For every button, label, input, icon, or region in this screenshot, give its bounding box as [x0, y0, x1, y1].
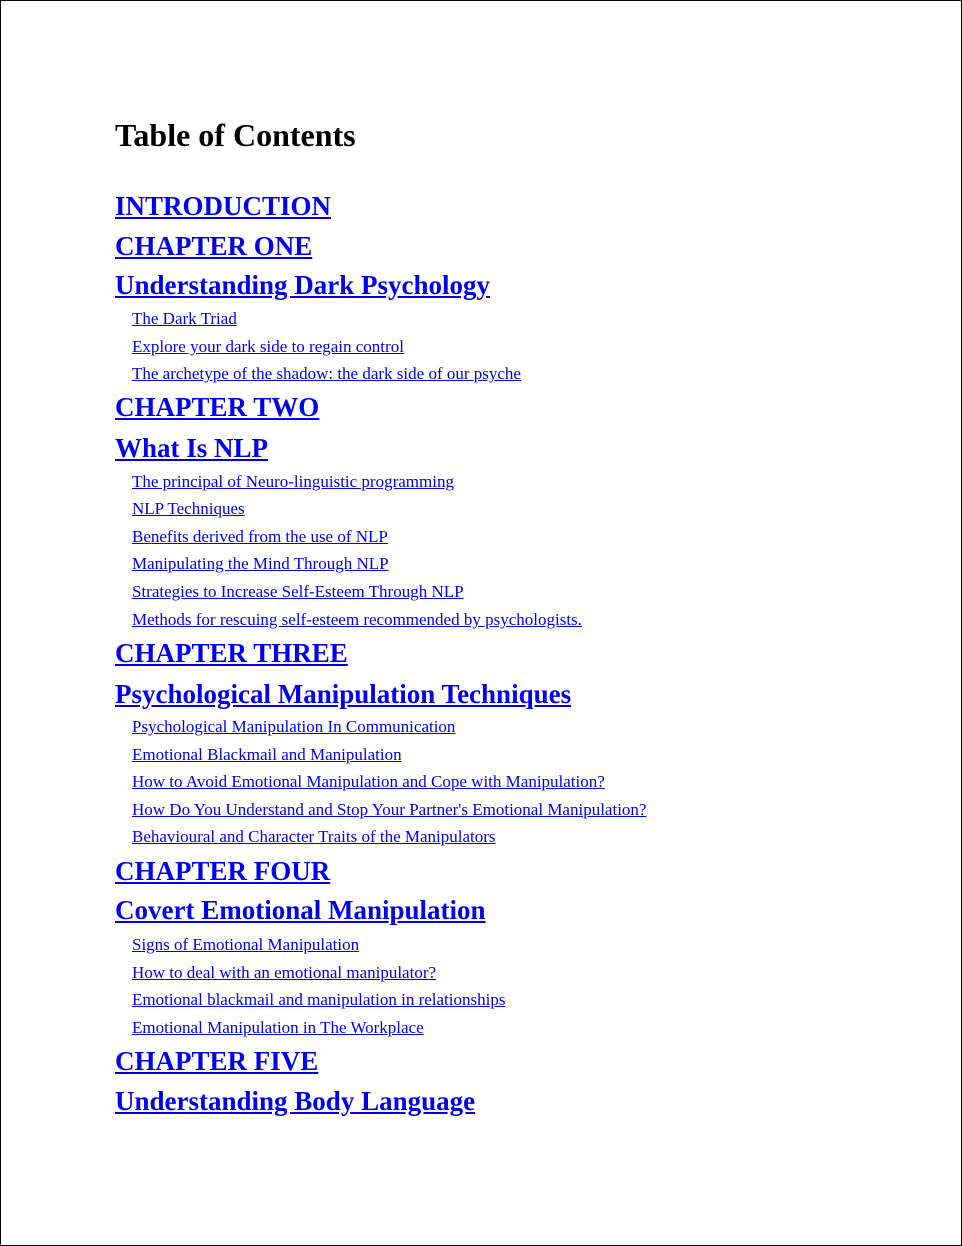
toc-entry-understanding-dark-psychology[interactable]: Understanding Dark Psychology [115, 270, 491, 300]
toc-entry-explore-your-dark-side[interactable]: Explore your dark side to regain control [132, 337, 404, 356]
toc-entry-principal-of-nlp[interactable]: The principal of Neuro-linguistic programming [132, 472, 454, 491]
toc-entry-chapter-one[interactable]: CHAPTER ONE [115, 231, 313, 261]
toc-entry-strategies-self-esteem[interactable]: Strategies to Increase Self-Esteem Through NLP [132, 582, 464, 601]
toc-entry-chapter-two[interactable]: CHAPTER TWO [115, 392, 320, 422]
toc-entry-methods-rescuing-self-esteem[interactable]: Methods for rescuing self-esteem recommended by psychologists. [132, 610, 582, 629]
toc-entry-what-is-nlp[interactable]: What Is NLP [115, 433, 269, 463]
toc-entry-nlp-techniques[interactable]: NLP Techniques [132, 499, 245, 518]
toc-entry-signs-of-manipulation[interactable]: Signs of Emotional Manipulation [132, 935, 360, 954]
toc-entry-chapter-four[interactable]: CHAPTER FOUR [115, 856, 331, 886]
toc-entry-partner-emotional-manipulation[interactable]: How Do You Understand and Stop Your Partner's Emotional Manipulation? [132, 800, 647, 819]
toc-title: Table of Contents [115, 117, 356, 153]
toc-entry-avoid-emotional-manipulation[interactable]: How to Avoid Emotional Manipulation and Cope with Manipulation? [132, 772, 605, 791]
toc-entry-benefits-of-nlp[interactable]: Benefits derived from the use of NLP [132, 527, 388, 546]
toc-entry-manipulation-in-communication[interactable]: Psychological Manipulation In Communication [132, 717, 456, 736]
toc-entry-covert-emotional-manipulation[interactable]: Covert Emotional Manipulation [115, 895, 486, 925]
toc-entry-deal-with-manipulator[interactable]: How to deal with an emotional manipulator? [132, 963, 437, 982]
toc-entry-chapter-five[interactable]: CHAPTER FIVE [115, 1046, 319, 1076]
toc-entry-emotional-blackmail[interactable]: Emotional Blackmail and Manipulation [132, 745, 402, 764]
toc-entry-introduction[interactable]: INTRODUCTION [115, 191, 332, 221]
toc-entry-understanding-body-language[interactable]: Understanding Body Language [115, 1086, 476, 1116]
toc-entry-manipulation-in-workplace[interactable]: Emotional Manipulation in The Workplace [132, 1018, 424, 1037]
toc-entry-chapter-three[interactable]: CHAPTER THREE [115, 638, 348, 668]
toc-entry-psychological-manipulation-techniques[interactable]: Psychological Manipulation Techniques [115, 679, 572, 709]
table-of-contents [1, 1, 961, 1245]
toc-entry-the-dark-triad[interactable]: The Dark Triad [132, 309, 237, 328]
toc-entry-archetype-of-the-shadow[interactable]: The archetype of the shadow: the dark side of our psyche [132, 364, 521, 383]
toc-entry-blackmail-in-relationships[interactable]: Emotional blackmail and manipulation in relationships [132, 990, 506, 1009]
toc-entry-traits-of-manipulators[interactable]: Behavioural and Character Traits of the Manipulators [132, 827, 496, 846]
toc-entry-manipulating-the-mind[interactable]: Manipulating the Mind Through NLP [132, 554, 389, 573]
